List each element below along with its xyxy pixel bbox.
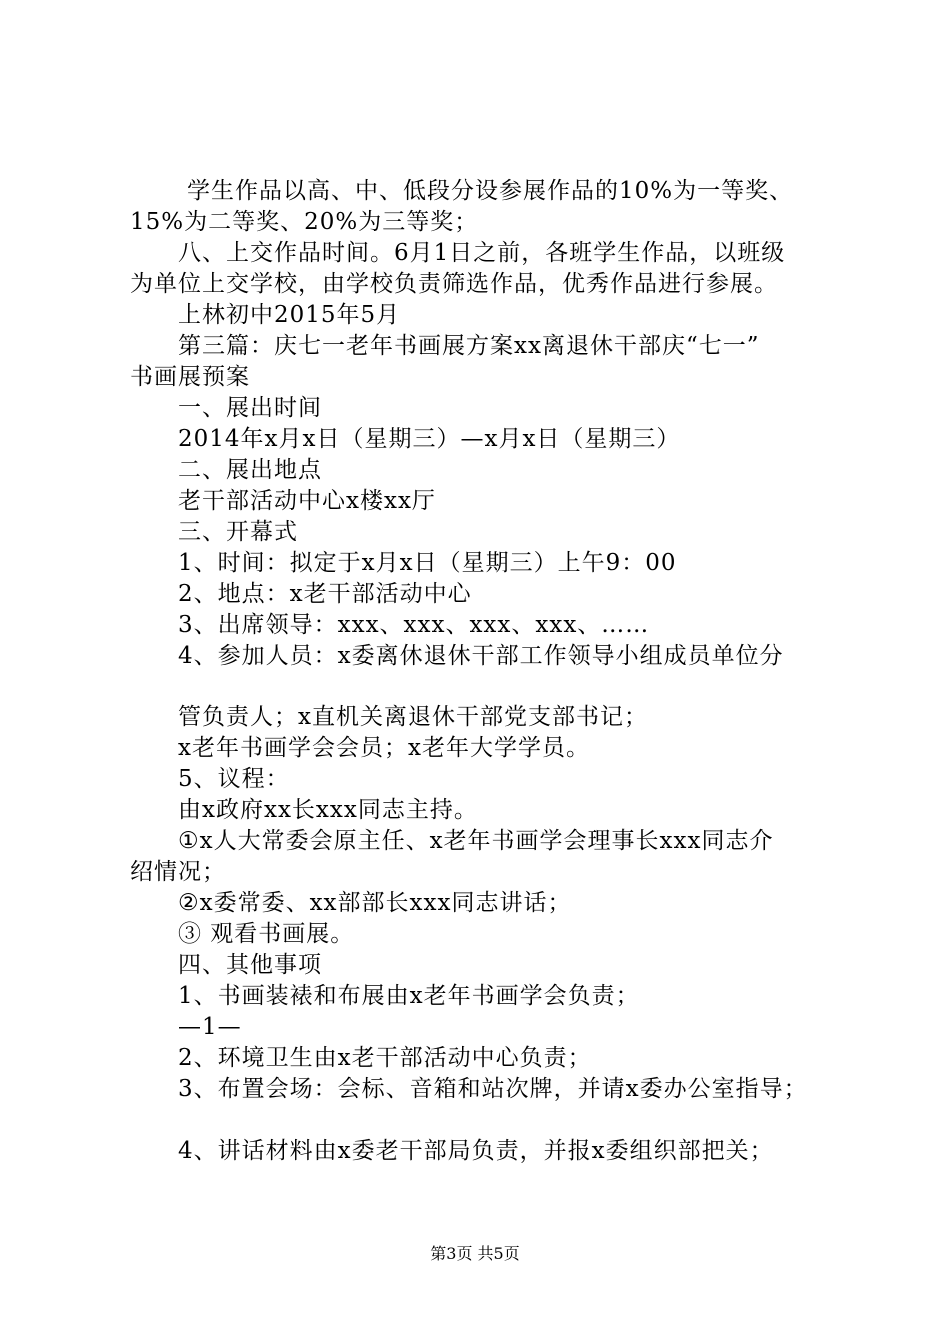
text-line: 上林初中2015年5月 <box>178 302 401 328</box>
text-line: 老干部活动中心x楼xx厅 <box>178 488 436 514</box>
text-line: x老年书画学会会员；x老年大学学员。 <box>178 735 590 761</box>
text-line: 2、环境卫生由x老干部活动中心负责； <box>178 1045 592 1071</box>
text-line: ①x人大常委会原主任、x老年书画学会理事长xxx同志介 <box>178 828 774 854</box>
text-line: 学生作品以高、中、低段分设参展作品的10%为一等奖、 <box>187 178 794 204</box>
text-line: 5、议程： <box>178 766 290 792</box>
text-line: 由x政府xx长xxx同志主持。 <box>178 797 478 823</box>
text-line: 第三篇：庆七一老年书画展方案xx离退休干部庆“七一” <box>178 333 760 359</box>
text-line: ②x委常委、xx部部长xxx同志讲话； <box>178 890 572 916</box>
text-line: 4、参加人员：x委离休退休干部工作领导小组成员单位分 <box>178 643 784 669</box>
text-line: 二、展出地点 <box>178 457 322 483</box>
text-line: 书画展预案 <box>130 364 250 390</box>
text-line: 4、讲话材料由x委老干部局负责，并报x委组织部把关； <box>178 1138 774 1164</box>
text-line: 为单位上交学校，由学校负责筛选作品，优秀作品进行参展。 <box>130 271 778 297</box>
text-line: 2、地点：x老干部活动中心 <box>178 581 472 607</box>
text-line: 2014年x月x日（星期三）—x月x日（星期三） <box>178 426 681 452</box>
text-line: 绍情况； <box>130 859 226 885</box>
text-line: 管负责人；x直机关离退休干部党支部书记； <box>178 704 648 730</box>
text-line: 3、出席领导：xxx、xxx、xxx、xxx、…… <box>178 612 650 638</box>
text-line: 3、布置会场：会标、音箱和站次牌，并请x委办公室指导； <box>178 1076 808 1102</box>
page-marker: —1— <box>178 1014 242 1040</box>
text-line: 一、展出时间 <box>178 395 322 421</box>
text-line: 15%为二等奖、20%为三等奖； <box>130 209 479 235</box>
text-line: 1、时间：拟定于x月x日（星期三）上午9：00 <box>178 550 677 576</box>
text-line: 三、开幕式 <box>178 519 298 545</box>
text-line: ③ 观看书画展。 <box>178 921 355 947</box>
text-line: 1、书画装裱和布展由x老年书画学会负责； <box>178 983 640 1009</box>
text-line: 四、其他事项 <box>178 952 322 978</box>
page-footer: 第3页 共5页 <box>430 1244 520 1263</box>
text-line: 八、上交作品时间。6月1日之前，各班学生作品，以班级 <box>178 240 786 266</box>
